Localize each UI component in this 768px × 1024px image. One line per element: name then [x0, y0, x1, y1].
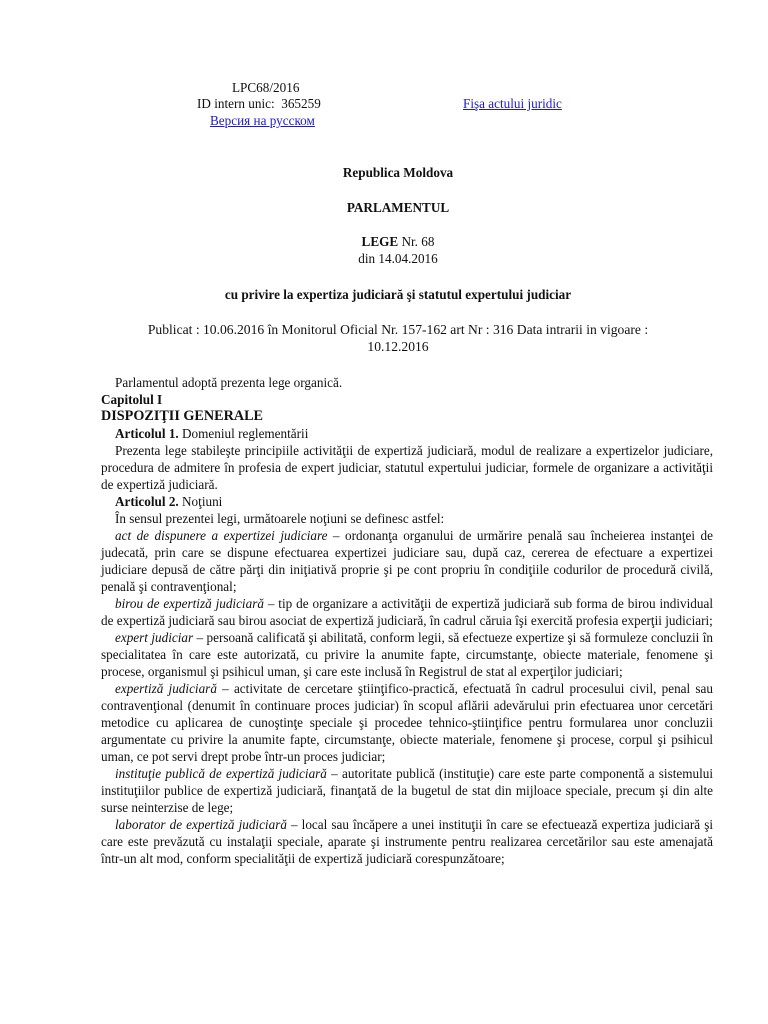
definition-item [101, 527, 713, 595]
country-title: Republica Moldova [342, 165, 454, 180]
article-2-title: Noţiuni [178, 494, 223, 509]
article-1-title: Domeniul reglementării [178, 426, 309, 441]
definition-term: laborator de expertiză judiciară [115, 817, 287, 832]
internal-id-label: ID intern unic: [197, 96, 275, 111]
chapter-title: DISPOZIŢII GENERALE [101, 408, 264, 424]
chapter-label: Capitolul I [101, 392, 163, 407]
definition-term: instituţie publică de expertiză judiciară [115, 766, 327, 781]
definition-item [101, 595, 713, 629]
definition-text: – local sau încăpere a unei instituţii în care se efectuează expertiza judiciară şi care este prevăzută cu instalaţii speciale, aparate şi instrumente pentru realizarea cercetărilor sau este amenajată într-un alt mod, conform specialităţii de expertiză judiciară corespunzătoare; [101, 817, 713, 866]
article-2-intro: În sensul prezentei legi, următoarele noţiuni se definesc astfel: [115, 511, 445, 526]
law-word: LEGE [361, 234, 399, 249]
publication-effective-date: 10.12.2016 [367, 339, 429, 354]
definition-text: – activitate de cercetare ştiinţifico-practică, efectuată în cadrul procesului civil, penal sau contravenţional (denumit în continuare proces judiciar) în scopul aflării adevărului prin efectuarea unor cercetări metodice cu aplicarea de cunoştinţe speciale şi procedee tehnico-ştiinţifice pentru formularea unor concluzii argumentate cu privire la anumite fapte, circumstanţe, obiecte materiale, fenomene şi procese, corpul şi psihicul uman, ce pot servi drept probe într-un proces judiciar; [101, 681, 713, 764]
fisa-actului-link[interactable]: Fişa actului juridic [463, 96, 562, 111]
intro-paragraph: Parlamentul adoptă prezenta lege organică. [115, 375, 343, 390]
article-2-heading [101, 493, 713, 510]
institution-title: PARLAMENTUL [346, 200, 450, 215]
definition-text: – autoritate publică (instituţie) care este parte componentă a sistemului instituţiilor publice de expertiză judiciară, finanţată de la bugetul de stat din mijloace speciale, precum şi din alte surse neinterzise de lege; [101, 766, 713, 815]
definition-item [101, 765, 713, 816]
article-1-heading [101, 425, 713, 442]
act-code: LPC68/2016 [232, 80, 300, 95]
definition-text: – persoană calificată şi abilitată, conform legii, să efectueze expertize şi să formuleze concluzii în specialitatea în care este autorizată, cu privire la anumite fapte, circumstanţe, obiecte materiale, fenomene şi procese, organismul şi psihicul uman, şi care este inclusă în Registrul de stat al experţilor judiciari; [101, 630, 713, 679]
article-1-text: Prezenta lege stabileşte principiile activităţii de expertiză judiciară, modul de realizare a expertizelor judiciare, procedura de admitere în profesia de expert judiciar, statutul expertului judiciar, formele de organizare a activităţii de expertiză judiciară. [101, 443, 713, 492]
definition-term: act de dispunere a expertizei judiciare [115, 528, 328, 543]
law-number [0, 234, 768, 250]
definition-text: – tip de organizare a activităţii de expertiză judiciară sub forma de birou individual de expertiză judiciară sau birou asociat de expertiză judiciară, în cadrul căruia îşi exercită profesia experţii judiciari; [101, 596, 713, 628]
definition-item [101, 816, 713, 867]
definition-item [101, 629, 713, 680]
internal-id [197, 96, 321, 112]
definition-term: expert judiciar [115, 630, 194, 645]
law-date: din 14.04.2016 [358, 251, 438, 266]
article-2-label: Articolul 2. [115, 494, 179, 509]
definition-text: – ordonanţa organului de urmărire penală sau încheierea instanţei de judecată, prin care se dispune efectuarea expertizei judiciare sau, după caz, cererea de efectuare a expertizei judiciare depusă de către părţi din iniţiativă proprie şi pe cont propriu în condiţiile codurilor de procedură civilă, penală şi contravenţional; [101, 528, 713, 594]
law-subject: cu privire la expertiza judiciară şi statutul expertului judiciar [224, 287, 572, 302]
law-number-value: Nr. 68 [401, 234, 435, 249]
definition-item [101, 680, 713, 765]
article-1-label: Articolul 1. [115, 426, 179, 441]
law-body [101, 374, 713, 867]
russian-version-link[interactable]: Версия на русском [210, 113, 315, 128]
publication-info: Publicat : 10.06.2016 în Monitorul Oficial Nr. 157-162 art Nr : 316 Data intrarii in vigoare : [147, 322, 649, 337]
definition-term: birou de expertiză judiciară [115, 596, 264, 611]
definition-term: expertiză judiciară [115, 681, 217, 696]
internal-id-value: 365259 [281, 96, 321, 111]
